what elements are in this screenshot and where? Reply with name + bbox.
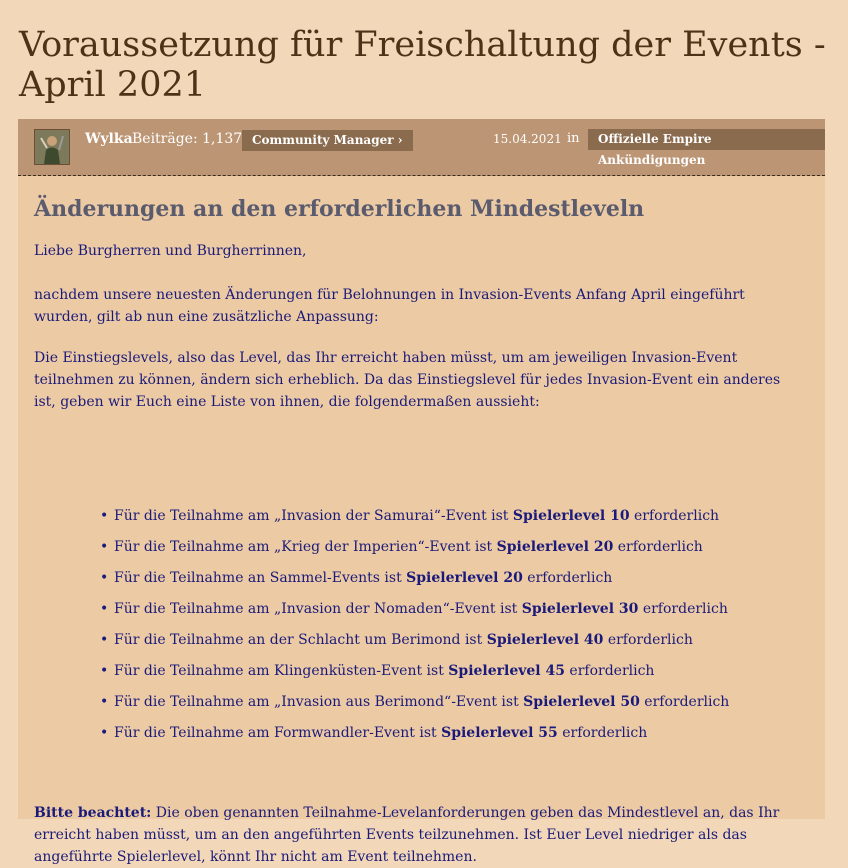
role-badge[interactable]: Community Manager ›: [242, 130, 413, 151]
post-date: 15.04.2021: [493, 132, 562, 146]
author-name[interactable]: Wylka: [85, 131, 133, 147]
page-title: Voraussetzung für Freischaltung der Events - April 2021: [19, 25, 826, 106]
in-label: in: [567, 131, 580, 146]
explanation-paragraph: Die Einstiegslevels, also das Level, das Ihr erreicht haben müsst, um am jeweiligen Invasion-Event teilnehmen zu können, ändern sich erheblich. Da das Einstiegslevel für jedes Invasion-Event ein anderes ist, geben wir Euch eine Liste von ihnen, die folgendermaßen aussieht:: [34, 350, 781, 410]
list-item: • Für die Teilnahme an Sammel-Events ist Spielerlevel 20 erforderlich: [100, 570, 613, 586]
list-item: • Für die Teilnahme am „Invasion der Samurai“-Event ist Spielerlevel 10 erforderlich: [100, 508, 720, 524]
posts-count: Beiträge: 1,137: [132, 131, 243, 147]
list-item: • Für die Teilnahme an der Schlacht um Berimond ist Spielerlevel 40 erforderlich: [100, 632, 693, 648]
intro-paragraph: nachdem unsere neuesten Änderungen für Belohnungen in Invasion-Events Anfang April eingeführt wurden, gilt ab nun eine zusätzliche Anpassung:: [34, 287, 745, 325]
greeting: Liebe Burgherren und Burgherrinnen,: [34, 243, 307, 259]
requirements-list: [100, 505, 729, 753]
avatar[interactable]: [34, 129, 70, 165]
list-item: • Für die Teilnahme am „Krieg der Imperien“-Event ist Spielerlevel 20 erforderlich: [100, 539, 703, 555]
forum-post: [18, 119, 825, 865]
list-item: • Für die Teilnahme am Klingenküsten-Event ist Spielerlevel 45 erforderlich: [100, 663, 655, 679]
forum-category-link[interactable]: Offizielle Empire Ankündigungen: [588, 129, 825, 150]
list-item: • Für die Teilnahme am Formwandler-Event ist Spielerlevel 55 erforderlich: [100, 725, 648, 741]
section-heading: Änderungen an den erforderlichen Mindestleveln: [34, 196, 645, 222]
list-item: • Für die Teilnahme am „Invasion aus Berimond“-Event ist Spielerlevel 50 erforderlich: [100, 694, 730, 710]
post-header: [18, 119, 825, 176]
note-paragraph: [34, 802, 804, 868]
note-text: Die oben genannten Teilnahme-Levelanforderungen geben das Mindestlevel an, das Ihr erreicht haben müsst, um an den angeführten Events teilzunehmen. Ist Euer Level niedriger als das angeführte Spielerlevel, könnt Ihr nicht am Event teilnehmen.: [34, 805, 780, 865]
list-item: • Für die Teilnahme am „Invasion der Nomaden“-Event ist Spielerlevel 30 erforderlich: [100, 601, 728, 617]
note-label: Bitte beachtet:: [34, 805, 152, 821]
